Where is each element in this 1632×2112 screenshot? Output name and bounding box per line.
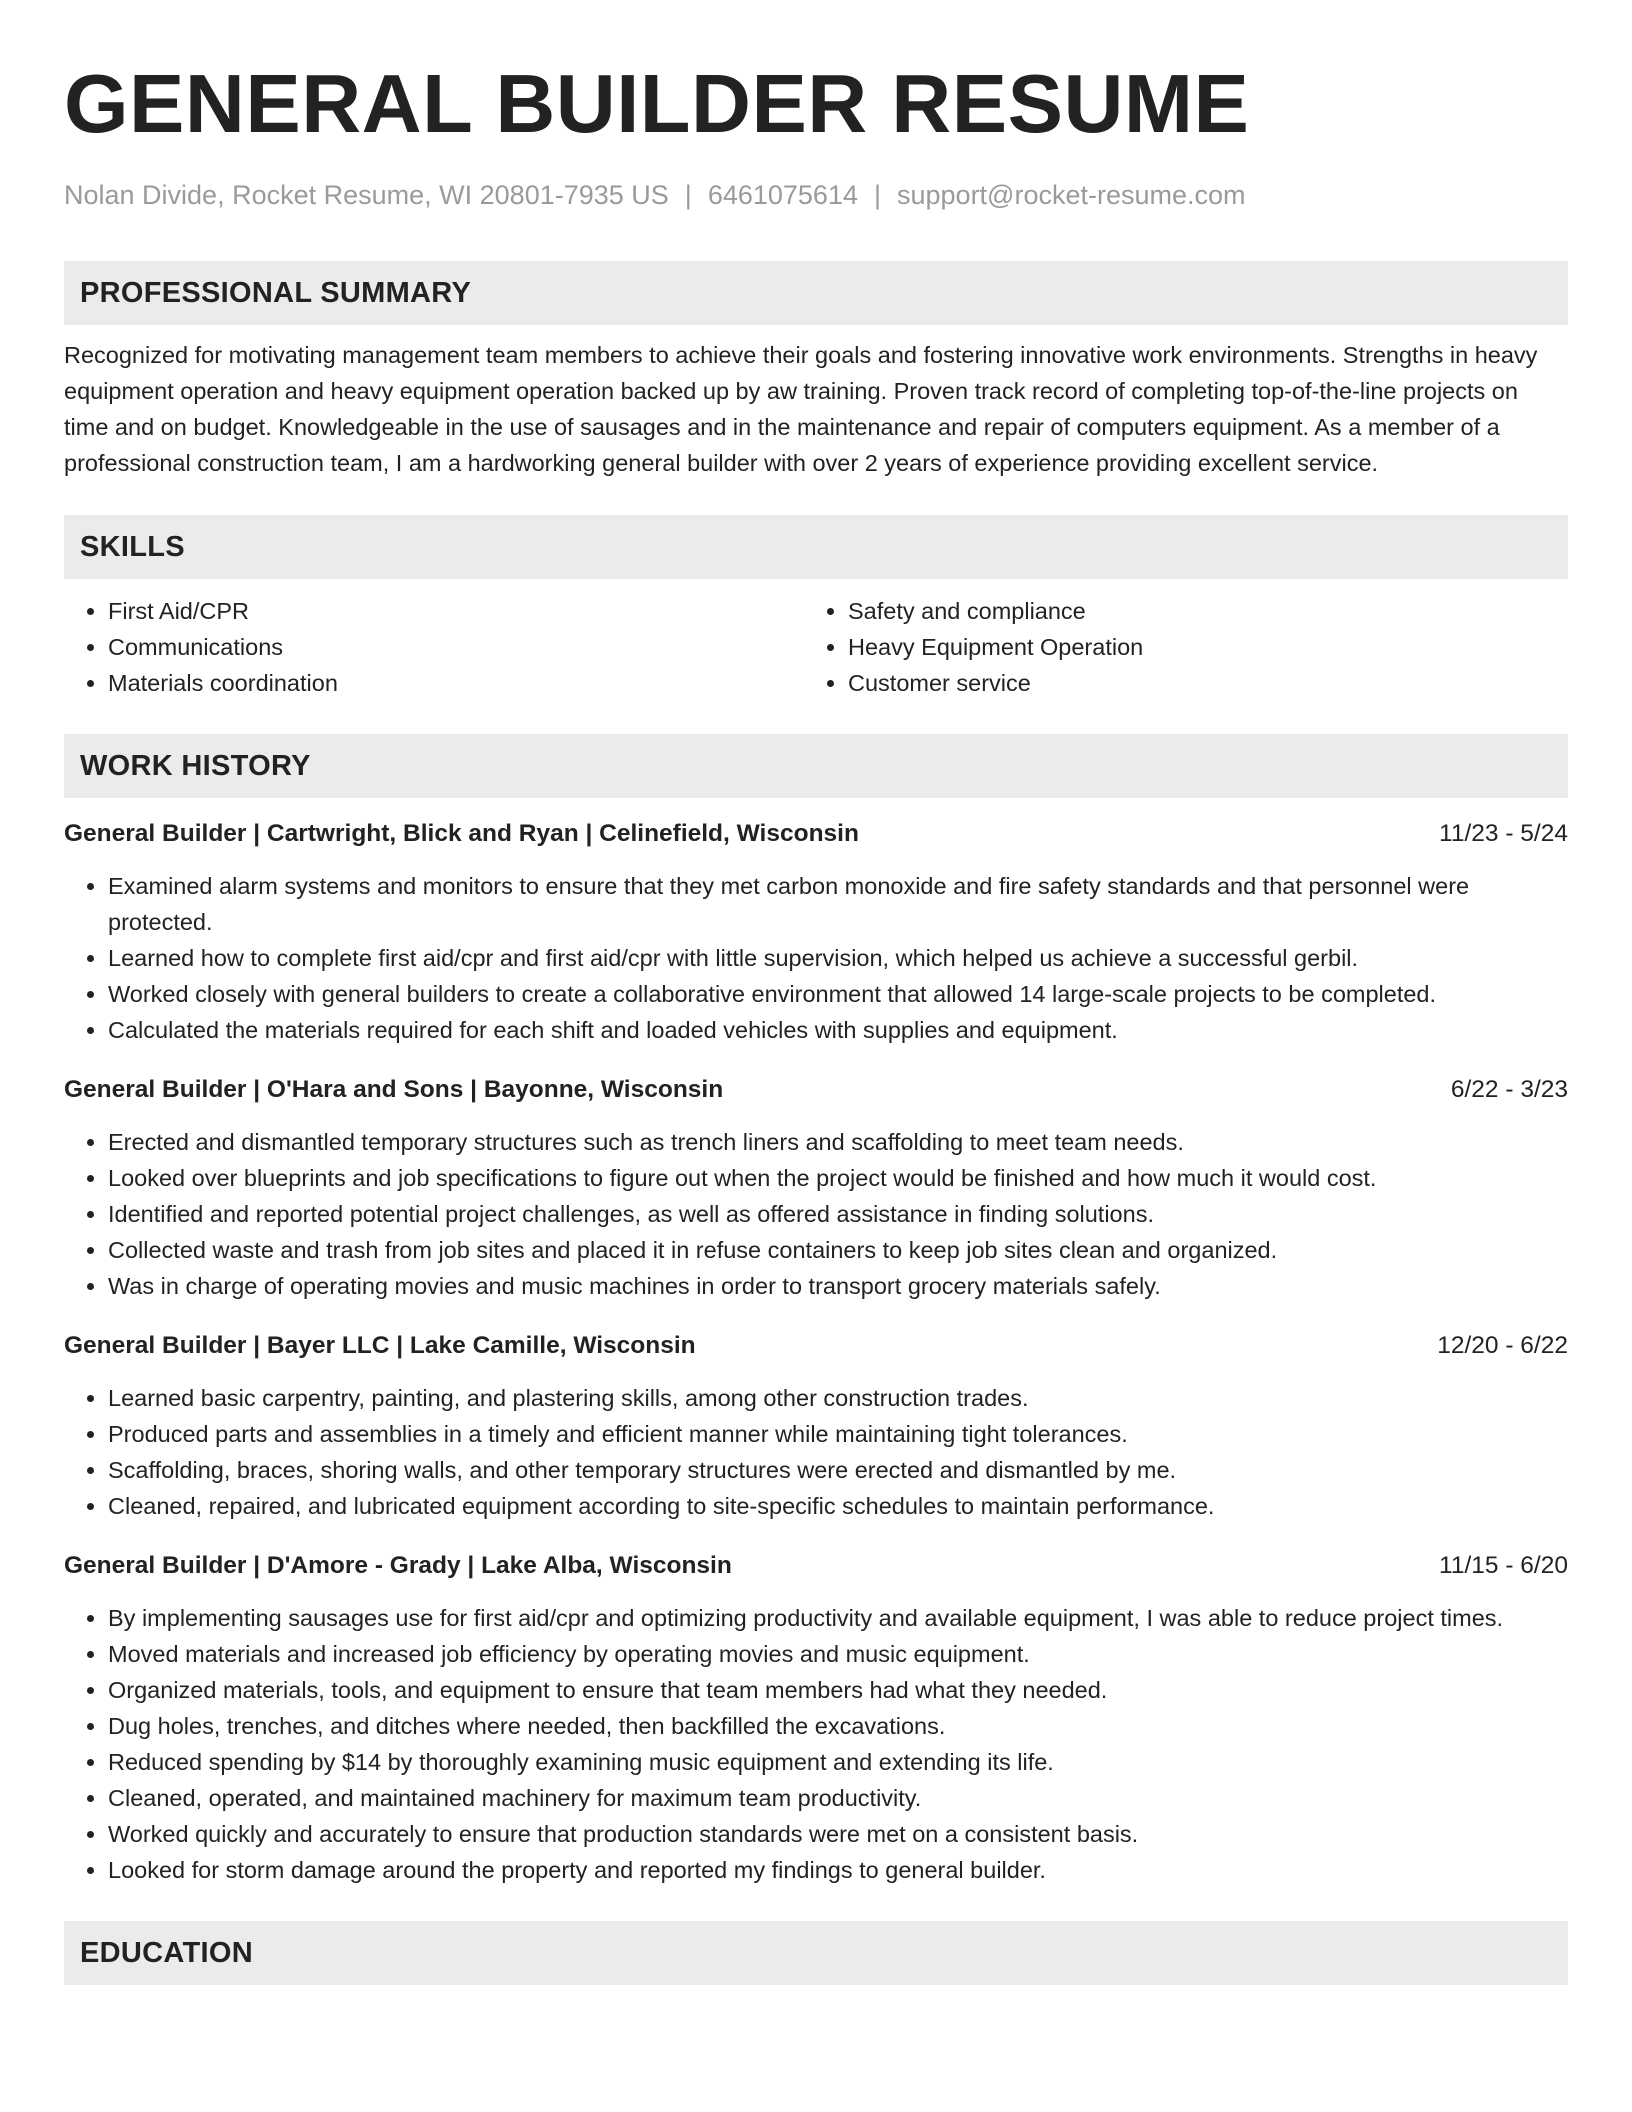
job-bullets [64,868,1568,1048]
job-bullet: • Learned how to complete first aid/cpr and first aid/cpr with little supervision, which helped us achieve a successful gerbil. [108,940,1568,976]
job-entry [64,1548,1568,1888]
job-heading: General Builder | D'Amore - Grady | Lake Alba, Wisconsin [64,1552,732,1579]
job-bullet: • Cleaned, operated, and maintained machinery for maximum team productivity. [108,1780,1568,1816]
job-bullet: • Looked over blueprints and job specifications to figure out when the project would be finished and how much it would cost. [108,1160,1568,1196]
job-bullets [64,1600,1568,1888]
contact-email: support@rocket-resume.com [897,180,1246,210]
job-header [64,1548,1568,1584]
job-bullet: • Collected waste and trash from job sites and placed it in refuse containers to keep job sites clean and organized. [108,1232,1568,1268]
skills-column-right [804,593,1544,701]
job-bullet: • Looked for storm damage around the property and reported my findings to general builder. [108,1852,1568,1888]
job-heading: General Builder | Bayer LLC | Lake Camille, Wisconsin [64,1332,696,1359]
job-bullet: • Was in charge of operating movies and music machines in order to transport grocery materials safely. [108,1268,1568,1304]
job-bullets [64,1380,1568,1524]
job-header [64,1072,1568,1108]
section-title: SKILLS [80,530,185,563]
contact-address: Nolan Divide, Rocket Resume, WI 20801-7935 US [64,180,669,210]
job-bullet: • Reduced spending by $14 by thoroughly examining music equipment and extending its life. [108,1744,1568,1780]
job-bullet: • Scaffolding, braces, shoring walls, and other temporary structures were erected and dismantled by me. [108,1452,1568,1488]
contact-separator: | [873,180,881,210]
contact-phone: 6461075614 [707,180,858,210]
section-header-skills [64,515,1568,579]
resume-title: GENERAL BUILDER RESUME [64,57,1250,150]
skill-item: • Heavy Equipment Operation [848,629,1544,665]
job-bullet: • Worked quickly and accurately to ensure that production standards were met on a consistent basis. [108,1816,1568,1852]
job-bullet: • Erected and dismantled temporary structures such as trench liners and scaffolding to meet team needs. [108,1124,1568,1160]
job-bullet: • Dug holes, trenches, and ditches where needed, then backfilled the excavations. [108,1708,1568,1744]
job-bullet: • Examined alarm systems and monitors to ensure that they met carbon monoxide and fire safety standards and that personnel were protected. [108,868,1568,940]
summary-paragraph: Recognized for motivating management team members to achieve their goals and fostering innovative work environments. Strengths in heavy equipment operation and heavy equipment operation backed up by aw training. Proven track record of completing top-of-the-line projects on time and on budget. Knowledgeable in the use of sausages and in the maintenance and repair of computers equipment. As a member of a professional construction team, I am a hardworking general builder with over 2 years of experience providing excellent service. [64,342,1538,476]
job-bullet: • Learned basic carpentry, painting, and plastering skills, among other construction trades. [108,1380,1568,1416]
job-bullet: • Identified and reported potential project challenges, as well as offered assistance in finding solutions. [108,1196,1568,1232]
job-dates: 12/20 - 6/22 [1437,1332,1568,1359]
job-header [64,816,1568,852]
job-header [64,1328,1568,1364]
contact-separator: | [684,180,692,210]
section-header-work-history [64,734,1568,798]
job-bullet: • By implementing sausages use for first aid/cpr and optimizing productivity and available equipment, I was able to reduce project times. [108,1600,1568,1636]
job-dates: 6/22 - 3/23 [1450,1076,1568,1103]
section-header-education [64,1921,1568,1985]
job-bullet: • Worked closely with general builders to create a collaborative environment that allowed 14 large-scale projects to be completed. [108,976,1568,1012]
job-bullet: • Moved materials and increased job efficiency by operating movies and music equipment. [108,1636,1568,1672]
section-title: EDUCATION [80,1936,253,1969]
job-bullet: • Organized materials, tools, and equipment to ensure that team members had what they needed. [108,1672,1568,1708]
contact-line [64,179,1568,211]
job-dates: 11/23 - 5/24 [1439,820,1568,847]
skill-item: • Customer service [848,665,1544,701]
job-bullets [64,1124,1568,1304]
job-heading: General Builder | O'Hara and Sons | Bayonne, Wisconsin [64,1076,724,1103]
job-bullet: • Cleaned, repaired, and lubricated equipment according to site-specific schedules to maintain performance. [108,1488,1568,1524]
job-bullet: • Calculated the materials required for each shift and loaded vehicles with supplies and equipment. [108,1012,1568,1048]
job-entry [64,1072,1568,1304]
skill-item: • Communications [108,629,804,665]
job-heading: General Builder | Cartwright, Blick and Ryan | Celinefield, Wisconsin [64,820,859,847]
skills-column-left [64,593,804,701]
skill-item: • First Aid/CPR [108,593,804,629]
section-header-summary [64,261,1568,325]
job-entry [64,1328,1568,1524]
job-bullet: • Produced parts and assemblies in a timely and efficient manner while maintaining tight tolerances. [108,1416,1568,1452]
job-entry [64,816,1568,1048]
section-title: PROFESSIONAL SUMMARY [80,276,472,309]
job-dates: 11/15 - 6/20 [1439,1552,1568,1579]
skill-item: • Materials coordination [108,665,804,701]
section-title: WORK HISTORY [80,749,311,782]
skills-list [64,593,1568,701]
skill-item: • Safety and compliance [848,593,1544,629]
